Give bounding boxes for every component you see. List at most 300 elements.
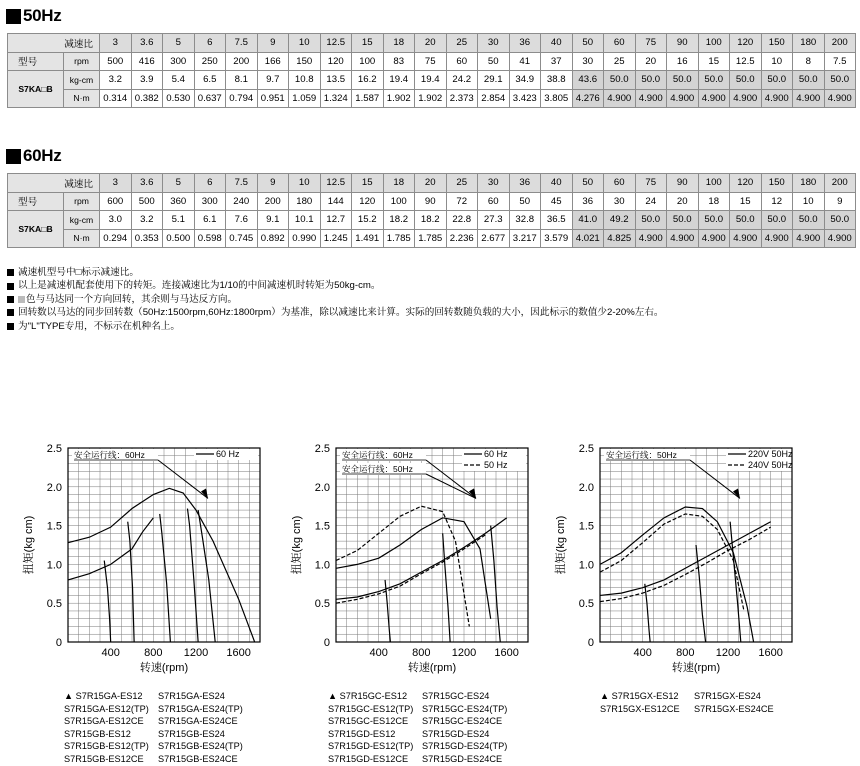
rpm-unit: rpm: [64, 52, 100, 71]
kgcm-cell: 12.7: [320, 211, 352, 230]
model-legend-1: [64, 690, 243, 766]
kgcm-cell: 50.0: [635, 211, 667, 230]
square-bullet-icon: [6, 149, 21, 164]
nm-cell: 0.637: [194, 89, 226, 108]
ratio-cell: 75: [635, 174, 667, 193]
rpm-cell: 120: [320, 52, 352, 71]
torque-curve: [128, 522, 134, 642]
ratio-cell: 9: [257, 34, 289, 53]
kgcm-cell: 50.0: [730, 211, 762, 230]
nm-cell: 3.217: [509, 229, 541, 248]
model-name: S7R15GB-ES24: [158, 728, 225, 739]
model-name: S7R15GA-ES24CE: [158, 716, 238, 727]
x-tick-label: 800: [144, 647, 163, 659]
x-tick-label: 400: [369, 647, 388, 659]
torque-curve: [491, 526, 501, 642]
model-name: S7R15GD-ES24: [422, 728, 490, 739]
ratio-cell: 12.5: [320, 174, 352, 193]
nm-cell: 1.324: [320, 89, 352, 108]
legend-row: [328, 703, 507, 716]
kgcm-unit: kg-cm: [64, 211, 100, 230]
nm-cell: 2.854: [478, 89, 510, 108]
model-name: S7R15GB-ES24(TP): [158, 741, 243, 752]
x-tick-label: 800: [412, 647, 431, 659]
note-item: 色与马达同一个方向回转，其余则与马达反方向。: [7, 293, 664, 306]
model-code: S7KA□B: [8, 71, 64, 108]
kgcm-cell: 5.4: [163, 71, 195, 90]
nm-cell: 0.990: [289, 229, 321, 248]
torque-curve: [645, 584, 650, 642]
rpm-cell: 83: [383, 52, 415, 71]
legend-row: [64, 715, 243, 728]
rpm-cell: 120: [352, 192, 384, 211]
ratio-cell: 18: [383, 34, 415, 53]
model-name: S7R15GC-ES24: [422, 691, 490, 701]
torque-curve: [104, 561, 110, 642]
model-name: S7R15GX-ES24CE: [694, 703, 774, 714]
ratio-cell: 75: [635, 34, 667, 53]
ratio-cell: 6: [194, 34, 226, 53]
y-tick-label: 2.5: [46, 443, 62, 455]
nm-cell: 1.587: [352, 89, 384, 108]
nm-cell: 0.794: [226, 89, 258, 108]
kgcm-cell: 5.1: [163, 211, 195, 230]
ratio-cell: 36: [509, 34, 541, 53]
kgcm-cell: 22.8: [446, 211, 478, 230]
rpm-cell: 20: [667, 192, 699, 211]
y-tick-label: 1.0: [46, 559, 62, 572]
rpm-cell: 41: [509, 52, 541, 71]
nm-cell: 1.491: [352, 229, 384, 248]
kgcm-cell: 3.2: [100, 71, 132, 90]
model-name: S7R15GB-ES24CE: [158, 753, 238, 764]
nm-cell: 4.900: [793, 89, 825, 108]
kgcm-cell: 29.1: [478, 71, 510, 90]
safe-line-label: 安全运行线：50Hz: [606, 450, 677, 460]
torque-curve: [600, 514, 744, 611]
rpm-cell: 18: [698, 192, 730, 211]
nm-cell: 4.900: [793, 229, 825, 248]
nm-cell: 0.294: [100, 229, 132, 248]
rpm-cell: 416: [131, 52, 163, 71]
legend-row: [64, 728, 243, 741]
bullet-icon: [7, 283, 14, 290]
legend-label: 60 Hz: [216, 449, 240, 459]
legend-label: 220V 50Hz: [748, 449, 793, 459]
y-tick-label: 1.5: [46, 520, 62, 533]
y-tick-label: 2.5: [578, 443, 594, 455]
ratio-cell: 25: [446, 174, 478, 193]
rpm-cell: 250: [194, 52, 226, 71]
note-item: 回转数以马达的同步回转数（50Hz:1500rpm,60Hz:1800rpm）为基准，除以减速比来计算。实际的回转数随负载的大小，因此标示的数值少2-20%左右。: [7, 306, 664, 319]
rpm-cell: 20: [635, 52, 667, 71]
ratio-cell: 18: [383, 174, 415, 193]
y-tick-label: 0.5: [46, 598, 62, 611]
rpm-cell: 60: [446, 52, 478, 71]
ratio-cell: 180: [793, 174, 825, 193]
model-name: S7R15GB-ES12(TP): [64, 741, 149, 752]
kgcm-cell: 16.2: [352, 71, 384, 90]
y-axis-label: 扭矩(kg cm): [291, 515, 303, 575]
y-tick-label: 2.5: [314, 443, 330, 455]
ratio-cell: 10: [289, 174, 321, 193]
x-tick-label: 400: [633, 647, 652, 659]
ratio-cell: 200: [824, 34, 856, 53]
ratio-cell: 120: [730, 174, 762, 193]
model-name: S7R15GB-ES12CE: [64, 753, 144, 764]
rpm-cell: 200: [257, 192, 289, 211]
nm-cell: 4.900: [667, 229, 699, 248]
model-name: ▲ S7R15GX-ES12: [600, 691, 679, 701]
rpm-cell: 200: [226, 52, 258, 71]
kgcm-cell: 50.0: [604, 71, 636, 90]
kgcm-cell: 50.0: [761, 71, 793, 90]
ratio-cell: 40: [541, 174, 573, 193]
kgcm-cell: 9.1: [257, 211, 289, 230]
kgcm-cell: 50.0: [761, 211, 793, 230]
kgcm-cell: 50.0: [824, 71, 856, 90]
nm-cell: 1.059: [289, 89, 321, 108]
torque-curve: [336, 518, 491, 619]
nm-cell: 4.900: [730, 229, 762, 248]
model-name: S7R15GC-ES24CE: [422, 716, 503, 727]
kgcm-cell: 50.0: [730, 71, 762, 90]
ratio-cell: 20: [415, 34, 447, 53]
rpm-cell: 300: [163, 52, 195, 71]
model-label: 型号: [8, 192, 64, 211]
note-item: 减速机型号中□标示减速比。: [7, 266, 664, 279]
legend-row: [328, 753, 507, 766]
x-tick-label: 1200: [451, 647, 477, 659]
kgcm-cell: 18.2: [383, 211, 415, 230]
spec-table-60hz: [7, 173, 856, 248]
model-name: S7R15GA-ES12CE: [64, 716, 144, 727]
ratio-cell: 9: [257, 174, 289, 193]
legend-row: [328, 740, 507, 753]
nm-cell: 4.900: [761, 89, 793, 108]
model-name: S7R15GA-ES24: [158, 691, 225, 701]
nm-unit: N·m: [64, 229, 100, 248]
rpm-cell: 50: [478, 52, 510, 71]
legend-label: 60 Hz: [484, 449, 508, 459]
ratio-cell: 50: [572, 174, 604, 193]
nm-cell: 4.276: [572, 89, 604, 108]
kgcm-cell: 27.3: [478, 211, 510, 230]
model-name: S7R15GD-ES12(TP): [328, 741, 414, 752]
gray-swatch-icon: [18, 296, 25, 303]
y-tick-label: 2.0: [314, 481, 330, 494]
rpm-cell: 12: [761, 192, 793, 211]
y-axis-label: 扭矩(kg cm): [555, 515, 567, 575]
legend-row: [328, 715, 507, 728]
kgcm-cell: 50.0: [667, 71, 699, 90]
ratio-cell: 40: [541, 34, 573, 53]
ratio-cell: 90: [667, 34, 699, 53]
y-tick-label: 0.5: [314, 598, 330, 611]
ratio-cell: 25: [446, 34, 478, 53]
ratio-cell: 5: [163, 174, 195, 193]
rpm-cell: 166: [257, 52, 289, 71]
nm-cell: 4.900: [824, 229, 856, 248]
kgcm-cell: 19.4: [383, 71, 415, 90]
legend-row: [600, 703, 774, 716]
ratio-cell: 36: [509, 174, 541, 193]
rpm-cell: 9: [824, 192, 856, 211]
rpm-cell: 60: [478, 192, 510, 211]
nm-cell: 1.902: [415, 89, 447, 108]
kgcm-cell: 13.5: [320, 71, 352, 90]
kgcm-cell: 10.8: [289, 71, 321, 90]
kgcm-cell: 38.8: [541, 71, 573, 90]
kgcm-cell: 50.0: [793, 211, 825, 230]
ratio-cell: 15: [352, 34, 384, 53]
nm-cell: 4.900: [604, 89, 636, 108]
y-tick-label: 1.5: [314, 520, 330, 533]
nm-cell: 4.900: [635, 229, 667, 248]
y-tick-label: 2.0: [46, 481, 62, 494]
nm-cell: 1.785: [383, 229, 415, 248]
nm-cell: 4.900: [730, 89, 762, 108]
torque-curve: [187, 509, 198, 642]
nm-cell: 0.314: [100, 89, 132, 108]
section-50hz-title: 50Hz: [6, 6, 62, 26]
ratio-cell: 5: [163, 34, 195, 53]
nm-unit: N·m: [64, 89, 100, 108]
model-name: ▲ S7R15GC-ES12: [328, 691, 408, 701]
legend-label: 240V 50Hz: [748, 460, 793, 470]
kgcm-cell: 3.0: [100, 211, 132, 230]
x-tick-label: 1600: [226, 647, 251, 659]
rpm-cell: 300: [194, 192, 226, 211]
nm-cell: 3.579: [541, 229, 573, 248]
ratio-cell: 150: [761, 34, 793, 53]
kgcm-cell: 32.8: [509, 211, 541, 230]
x-tick-label: 1200: [183, 647, 209, 659]
rpm-cell: 144: [320, 192, 352, 211]
ratio-cell: 200: [824, 174, 856, 193]
x-tick-label: 400: [101, 647, 120, 659]
kgcm-cell: 8.1: [226, 71, 258, 90]
ratio-cell: 90: [667, 174, 699, 193]
rpm-cell: 12.5: [730, 52, 762, 71]
nm-cell: 4.021: [572, 229, 604, 248]
kgcm-cell: 10.1: [289, 211, 321, 230]
bullet-icon: [7, 323, 14, 330]
torque-chart-3: [532, 430, 812, 680]
nm-cell: 4.825: [604, 229, 636, 248]
ratio-cell: 120: [730, 34, 762, 53]
kgcm-cell: 7.6: [226, 211, 258, 230]
rpm-cell: 15: [698, 52, 730, 71]
legend-row: [600, 690, 774, 703]
safe-line-label: 安全运行线：50Hz: [342, 464, 413, 474]
model-name: S7R15GC-ES12(TP): [328, 703, 414, 714]
kgcm-cell: 41.0: [572, 211, 604, 230]
legend-row: [64, 753, 243, 766]
kgcm-cell: 50.0: [667, 211, 699, 230]
kgcm-cell: 6.5: [194, 71, 226, 90]
y-tick-label: 0: [323, 637, 330, 649]
model-name: S7R15GC-ES24(TP): [422, 703, 508, 714]
ratio-cell: 50: [572, 34, 604, 53]
kgcm-cell: 50.0: [793, 71, 825, 90]
model-name: S7R15GD-ES24(TP): [422, 741, 508, 752]
nm-cell: 3.423: [509, 89, 541, 108]
rpm-cell: 100: [383, 192, 415, 211]
kgcm-cell: 3.2: [131, 211, 163, 230]
kgcm-cell: 36.5: [541, 211, 573, 230]
model-name: S7R15GA-ES12(TP): [64, 703, 149, 714]
ratio-cell: 6: [194, 174, 226, 193]
x-axis-label: 转速(rpm): [407, 662, 457, 674]
legend-label: 50 Hz: [484, 460, 508, 470]
kgcm-cell: 49.2: [604, 211, 636, 230]
x-tick-label: 1200: [715, 647, 741, 659]
ratio-cell: 180: [793, 34, 825, 53]
rpm-cell: 240: [226, 192, 258, 211]
ratio-cell: 7.5: [226, 174, 258, 193]
rpm-unit: rpm: [64, 192, 100, 211]
kgcm-cell: 50.0: [635, 71, 667, 90]
nm-cell: 2.677: [478, 229, 510, 248]
nm-cell: 0.530: [163, 89, 195, 108]
y-tick-label: 1.0: [578, 559, 594, 572]
rpm-cell: 50: [509, 192, 541, 211]
nm-cell: 2.373: [446, 89, 478, 108]
nm-cell: 4.900: [824, 89, 856, 108]
nm-cell: 4.900: [761, 229, 793, 248]
nm-cell: 0.745: [226, 229, 258, 248]
model-name: S7R15GB-ES12: [64, 728, 131, 739]
square-bullet-icon: [6, 9, 21, 24]
kgcm-cell: 9.7: [257, 71, 289, 90]
ratio-header: 减速比: [8, 34, 100, 53]
model-name: S7R15GD-ES12CE: [328, 753, 409, 764]
kgcm-cell: 50.0: [698, 211, 730, 230]
ratio-cell: 3: [100, 34, 132, 53]
ratio-cell: 60: [604, 34, 636, 53]
ratio-header: 减速比: [8, 174, 100, 193]
rpm-cell: 15: [730, 192, 762, 211]
spec-table-50hz: [7, 33, 856, 108]
model-legend-2: [328, 690, 507, 766]
rpm-cell: 30: [604, 192, 636, 211]
rpm-cell: 75: [415, 52, 447, 71]
rpm-cell: 10: [761, 52, 793, 71]
rpm-cell: 37: [541, 52, 573, 71]
model-label: 型号: [8, 52, 64, 71]
legend-row: [64, 740, 243, 753]
kgcm-cell: 3.9: [131, 71, 163, 90]
rpm-cell: 72: [446, 192, 478, 211]
nm-cell: 2.236: [446, 229, 478, 248]
torque-chart-1: [0, 430, 280, 680]
torque-curve: [336, 506, 469, 626]
x-axis-label: 转速(rpm): [671, 662, 721, 674]
torque-curve: [730, 522, 741, 642]
kgcm-cell: 15.2: [352, 211, 384, 230]
rpm-cell: 25: [604, 52, 636, 71]
kgcm-cell: 18.2: [415, 211, 447, 230]
nm-cell: 0.598: [194, 229, 226, 248]
nm-cell: 0.951: [257, 89, 289, 108]
ratio-cell: 20: [415, 174, 447, 193]
nm-cell: 1.245: [320, 229, 352, 248]
y-tick-label: 2.0: [578, 481, 594, 494]
legend-row: [64, 703, 243, 716]
rpm-cell: 7.5: [824, 52, 856, 71]
x-tick-label: 1600: [494, 647, 519, 659]
safe-line-label: 安全运行线：60Hz: [342, 450, 413, 460]
ratio-cell: 3: [100, 174, 132, 193]
x-tick-label: 1600: [758, 647, 783, 659]
note-item: 为"L"TYPE专用，不标示在机种名上。: [7, 320, 664, 333]
y-tick-label: 0.5: [578, 598, 594, 611]
rpm-cell: 45: [541, 192, 573, 211]
nm-cell: 4.900: [635, 89, 667, 108]
y-tick-label: 1.0: [314, 559, 330, 572]
ratio-cell: 150: [761, 174, 793, 193]
kgcm-cell: 50.0: [824, 211, 856, 230]
rpm-cell: 24: [635, 192, 667, 211]
rpm-cell: 600: [100, 192, 132, 211]
nm-cell: 1.785: [415, 229, 447, 248]
legend-row: [328, 728, 507, 741]
nm-cell: 4.900: [698, 89, 730, 108]
ratio-cell: 7.5: [226, 34, 258, 53]
nm-cell: 4.900: [698, 229, 730, 248]
ratio-cell: 30: [478, 34, 510, 53]
model-name: S7R15GD-ES24CE: [422, 753, 503, 764]
safe-line-label: 安全运行线：60Hz: [74, 450, 145, 460]
model-code: S7KA□B: [8, 211, 64, 248]
model-name: ▲ S7R15GA-ES12: [64, 691, 143, 701]
model-name: S7R15GD-ES12: [328, 728, 396, 739]
kgcm-cell: 34.9: [509, 71, 541, 90]
nm-cell: 3.805: [541, 89, 573, 108]
x-tick-label: 800: [676, 647, 695, 659]
rpm-cell: 150: [289, 52, 321, 71]
ratio-cell: 100: [698, 174, 730, 193]
note-item: 以上是减速机配套使用下的转矩。连接减速比为1/10的中间减速机时转矩为50kg-cm。: [7, 279, 664, 292]
model-name: S7R15GX-ES24: [694, 691, 761, 701]
kgcm-unit: kg-cm: [64, 71, 100, 90]
nm-cell: 0.892: [257, 229, 289, 248]
ratio-cell: 3.6: [131, 34, 163, 53]
rpm-cell: 8: [793, 52, 825, 71]
bullet-icon: [7, 269, 14, 276]
kgcm-cell: 6.1: [194, 211, 226, 230]
ratio-cell: 30: [478, 174, 510, 193]
model-name: S7R15GA-ES24(TP): [158, 703, 243, 714]
bullet-icon: [7, 309, 14, 316]
bullet-icon: [7, 296, 14, 303]
ratio-cell: 15: [352, 174, 384, 193]
rpm-cell: 16: [667, 52, 699, 71]
model-legend-3: [600, 690, 774, 715]
ratio-cell: 12.5: [320, 34, 352, 53]
notes-list: [7, 266, 664, 333]
rpm-cell: 500: [100, 52, 132, 71]
ratio-cell: 10: [289, 34, 321, 53]
rpm-cell: 500: [131, 192, 163, 211]
kgcm-cell: 43.6: [572, 71, 604, 90]
nm-cell: 4.900: [667, 89, 699, 108]
x-axis-label: 转速(rpm): [139, 662, 189, 674]
model-name: S7R15GX-ES12CE: [600, 703, 680, 714]
nm-cell: 1.902: [383, 89, 415, 108]
y-tick-label: 1.5: [578, 520, 594, 533]
